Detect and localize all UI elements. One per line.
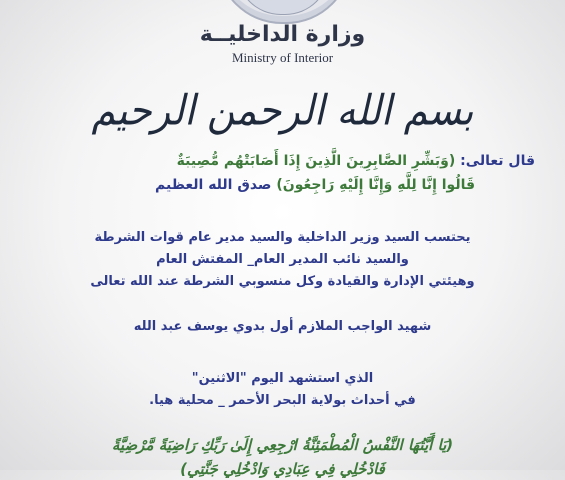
verse-text-1: (وَبَشِّرِ الصَّابِرِينَ الَّذِينَ إِذَا أَصَابَتْهُم مُّصِيبَةٌ: [176, 153, 456, 169]
condolence-line-2: والسيد نائب المدير العام_ المفتش العام: [156, 252, 409, 267]
condolence-line-3: وهيئتي الإدارة والقيادة وكل منسوبي الشرطة عند الله تعالى: [90, 274, 475, 289]
verse-line-1: [30, 150, 535, 172]
closing-verse-line-1: (يَا أَيَّتُهَا النَّفْسُ الْمُطْمَئِنَّةُ ارْجِعِي إِلَىٰ رَبِّكِ رَاضِيَةً مَّرْضِيَّةً: [111, 436, 454, 454]
event-line-2: في أحداث بولاية البحر الأحمر _ محلية هيا.: [149, 393, 416, 408]
verse-text-2: قَالُوا إِنَّا لِلَّهِ وَإِنَّا إِلَيْهِ رَاجِعُونَ): [276, 177, 475, 193]
ministry-name-arabic: وزارة الداخليــة: [199, 22, 366, 47]
verse-line-2: [30, 174, 535, 196]
event-line-1: الذي استشهد اليوم "الاثنين": [191, 371, 374, 386]
ministry-name-english: Ministry of Interior: [231, 50, 334, 65]
closing-verse-line-2: فَادْخُلِي فِي عِبَادِي وَادْخُلِي جَنَّتِي): [180, 460, 385, 478]
condolence-line-1: يحتسب السيد وزير الداخلية والسيد مدير عام قوات الشرطة: [94, 230, 471, 245]
verse-closing: صدق الله العظيم: [155, 177, 272, 193]
martyr-name: شهيد الواجب الملازم أول بدوي يوسف عبد الله: [133, 319, 432, 334]
basmala-calligraphy: بسم الله الرحمن الرحيم: [91, 85, 474, 135]
verse-intro: قال تعالى:: [460, 153, 535, 169]
